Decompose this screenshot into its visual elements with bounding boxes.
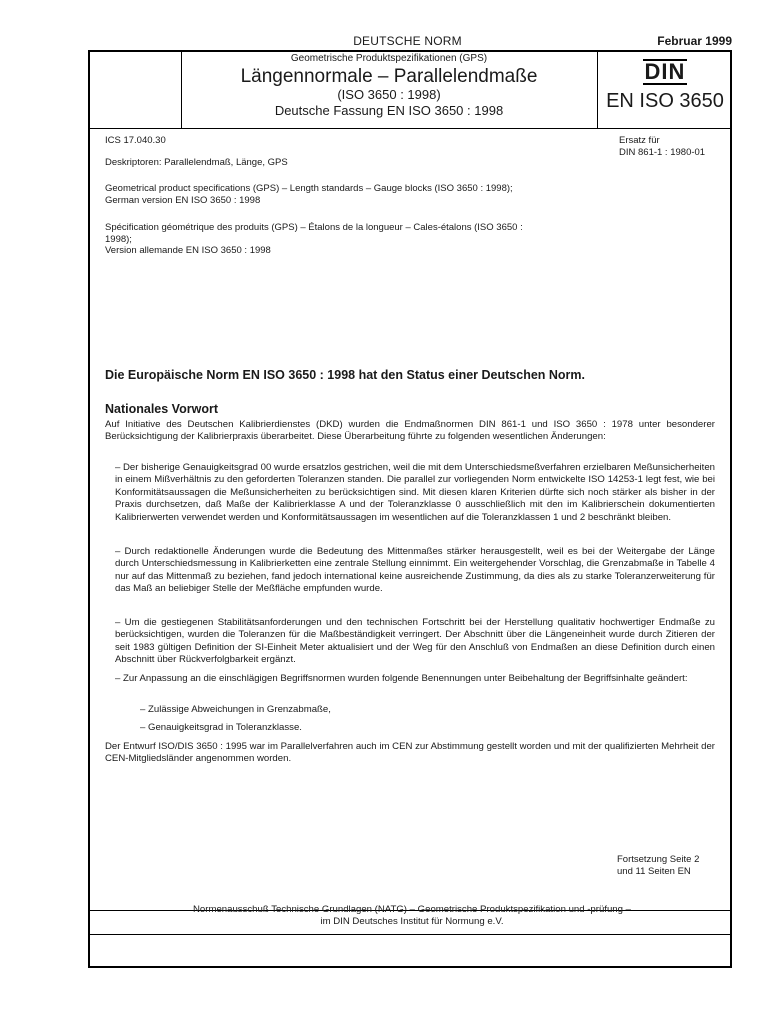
header-divider	[90, 128, 730, 129]
list-item: – Zur Anpassung an die einschlägigen Begriffsnormen wurden folgende Benennungen unter Beibehaltung der Begriffsinhalte geändert:	[115, 673, 688, 684]
din-logo: DIN	[644, 59, 686, 84]
english-title: Geometrical product specifications (GPS) – Length standards – Gauge blocks (ISO 3650 : 1998); German version EN ISO 3650 : 1998	[105, 183, 513, 206]
document-title: Längennormale – Parallelendmaße	[240, 66, 538, 87]
status-statement: Die Europäische Norm EN ISO 3650 : 1998 hat den Status einer Deutschen Norm.	[105, 368, 586, 382]
descriptors: Deskriptoren: Parallelendmaß, Länge, GPS	[105, 157, 288, 168]
footer-divider-bottom	[90, 934, 730, 935]
list-item: – Der bisherige Genauigkeitsgrad 00 wurde ersatzlos gestrichen, weil die mit dem Unterschiedsmeßverfahren erzielbaren Meßunsicherheiten in einem Mißverhältnis zu den geforderten Toleranzen standen. Die parallel zur vorliegenden Norm entwickelte ISO 14253-1 legt fest, wie bei Konformitätsaussagen die Meßunsicherheiten zu berücksichtigen sind. Mit diesen klaren Kriterien dürfte sich noch stärker als bisher in der Praxis durchsetzen, daß Maße der Kalibrierklasse A und der Toleranzklasse 0 ausschließlich mit den im Kalibrierschein dokumentierten Kalibrierwerten verwendet werden und Konformitätsaussagen im wesentlichen auf die Toleranzklassen 1 und 2 beschränkt bleiben.	[115, 462, 715, 523]
din-number: EN ISO 3650	[606, 90, 724, 112]
din-box	[598, 53, 732, 113]
standard-type-label: DEUTSCHE NORM	[353, 34, 462, 48]
ics-code: ICS 17.040.30	[105, 135, 166, 146]
vorwort-heading: Nationales Vorwort	[105, 402, 218, 416]
list-item: – Durch redaktionelle Änderungen wurde die Bedeutung des Mittenmaßes stärker herausgestellt, weil es bei der Weitergabe der Länge durch Unterschiedsmessung in Kalibrierketten eine zentrale Stellung einnimmt. Ein weitergehender Vorschlag, die Grenzabmaße in Tabelle 4 nur auf das Mittenmaß zu beziehen, fand jedoch international keine ausreichende Zustimmung, da dies als zu starke Toleranzerweiterung für das Maß an beliebiger Stelle der Meßfläche empfunden wurde.	[115, 546, 715, 595]
sub-list-item: – Genauigkeitsgrad in Toleranzklasse.	[140, 722, 302, 733]
footer-organization: Normenausschuß Technische Grundlagen (NATG) – Geometrische Produktspezifikation und -prüfung – im DIN Deutsches Institut für Normung e.V.	[193, 904, 631, 928]
french-title: Spécification géométrique des produits (GPS) – Étalons de la longueur – Cales-étalons (ISO 3650 : 1998); Version allemande EN ISO 3650 : 1998	[105, 222, 523, 256]
title-block	[181, 53, 597, 119]
sub-list-item: – Zulässige Abweichungen in Grenzabmaße,	[140, 704, 331, 715]
title-series: Geometrische Produktspezifikationen (GPS)	[290, 53, 488, 64]
continuation-note: Fortsetzung Seite 2 und 11 Seiten EN	[617, 854, 700, 877]
list-item: – Um die gestiegenen Stabilitätsanforderungen und den technischen Fortschritt bei der Herstellung qualitativ hochwertiger Endmaße zu berücksichtigen, wurden die Toleranzen für die Maßbeständigkeit verringert. Der Abschnitt über die Längeneinheit wurde durch Zitieren der seit 1983 gültigen Definition der SI-Einheit Meter aktualisiert und der Weg für den Anschluß von Endmaßen an diese Definition durch einen Abschnitt über Rückverfolgbarkeit ergänzt.	[115, 617, 715, 666]
title-version: Deutsche Fassung EN ISO 3650 : 1998	[274, 103, 504, 118]
title-iso-reference: (ISO 3650 : 1998)	[337, 87, 441, 102]
issue-date: Februar 1999	[657, 34, 732, 48]
replaces-note: Ersatz für DIN 861-1 : 1980-01	[619, 135, 706, 158]
vorwort-closing: Der Entwurf ISO/DIS 3650 : 1995 war im Parallelverfahren auch im CEN zur Abstimmung gestellt worden und mit der qualifizierten Mehrheit der CEN-Mitgliedsländer angenommen worden.	[105, 741, 715, 765]
vorwort-intro: Auf Initiative des Deutschen Kalibrierdienstes (DKD) wurden die Endmaßnormen DIN 861-1 und ISO 3650 : 1978 unter besonderer Berücksichtigung der Kalibrierpraxis überarbeitet. Diese Überarbeitung führte zu folgenden wesentlichen Änderungen:	[105, 419, 715, 443]
